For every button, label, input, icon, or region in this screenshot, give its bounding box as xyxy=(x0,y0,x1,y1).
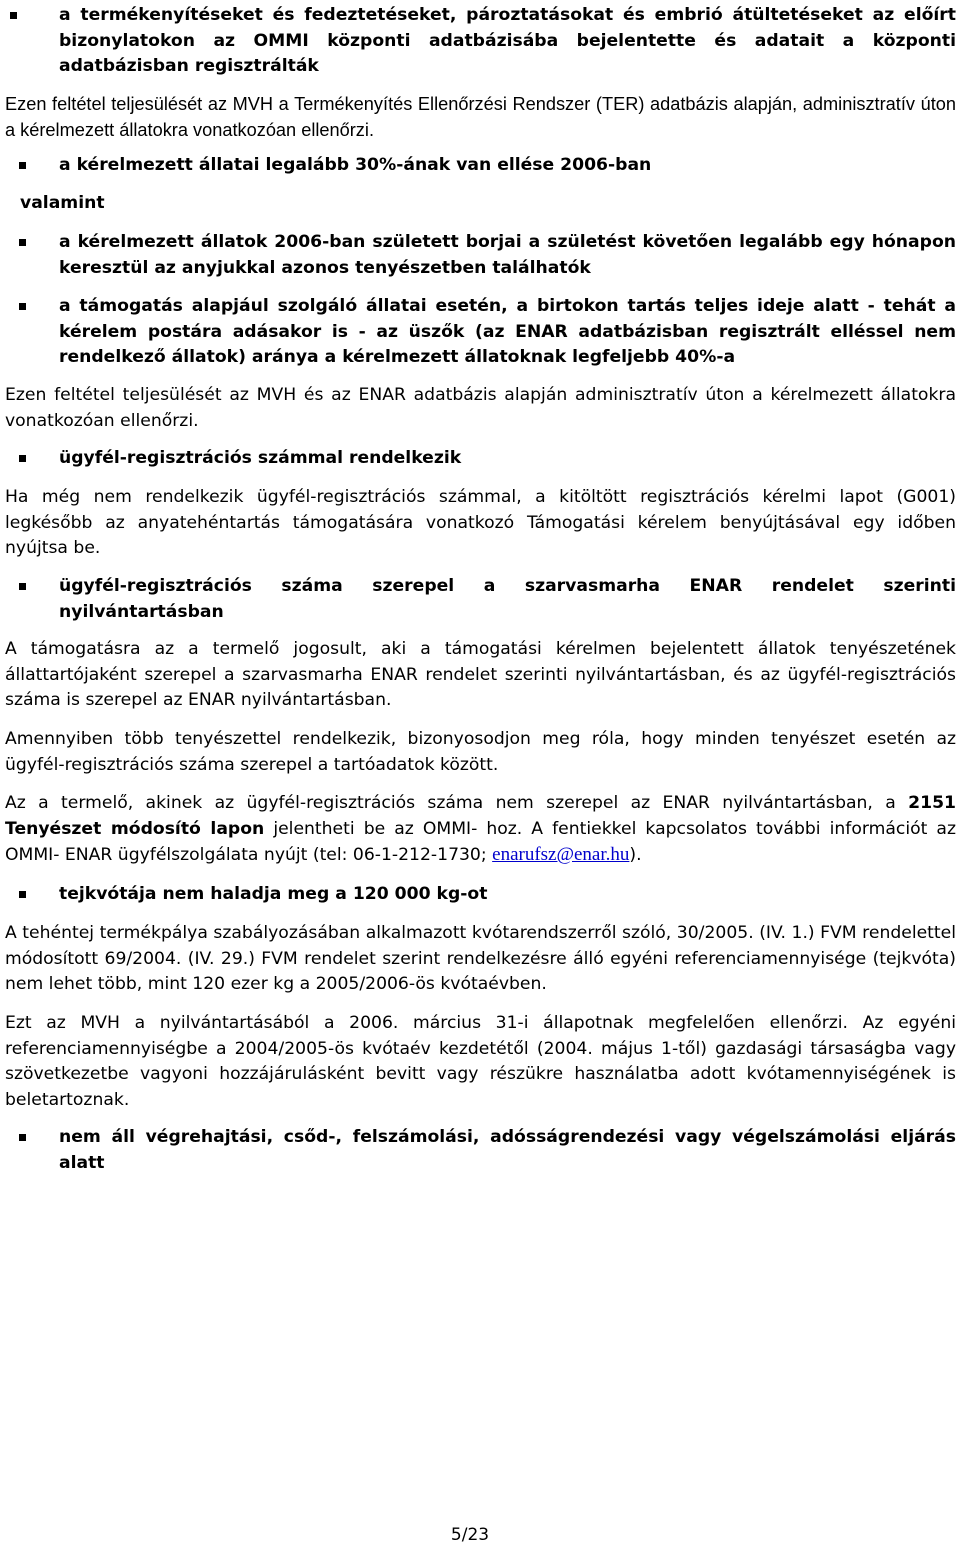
square-bullet-icon xyxy=(19,891,26,898)
page-number: 5/23 xyxy=(450,1525,490,1545)
square-bullet-icon xyxy=(19,583,26,590)
paragraph-eligibility: A támogatásra az a termelő jogosult, aki a támogatási kérelmen bejelentett állatok tenyészetének állattartójaként szerepel a szarvasmarha ENAR rendelet szerinti nyilvántartásban, és az ügyfél-regisztrációs száma is szerepel az ENAR nyilvántartásban. xyxy=(5,639,956,710)
bullet-item-calving-30 xyxy=(59,153,956,179)
paragraph-ommi-contact: Az a termelő, akinek az ügyfél-regisztrációs száma nem szerepel az ENAR nyilvántartásban, a 2151 Tenyészet módosító lapon jelentheti be az OMMI- hoz. A fentiekkel kapcsolatos további információt az OMMI- ENAR ügyfélszolgálata nyújt (tel: 06-1-212-1730; enarufsz@enar.hu). xyxy=(5,793,956,865)
square-bullet-icon xyxy=(19,455,26,462)
paragraph-multiple-herds: Amennyiben több tenyészettel rendelkezik, bizonyosodjon meg róla, hogy minden tenyészet esetén az ügyfél-regisztrációs száma szerepel a tartóadatok között. xyxy=(5,729,956,775)
bullet-text: a termékenyítéseket és fedeztetéseket, pároztatásokat és embrió átültetéseket az előírt bizonylatokon az OMMI központi adatbázisába bejelentette és adatait a központi adatbázisban regisztrálták xyxy=(59,5,956,76)
square-bullet-icon xyxy=(19,1134,26,1141)
square-bullet-icon xyxy=(19,239,26,246)
paragraph-quota-check: Ezt az MVH a nyilvántartásából a 2006. március 31-i állapotnak megfelelően ellenőrzi. Az egyéni referenciamennyiségbe a 2004/2005-ös kvótaév kezdetétől (2004. május 1-től) gazdasági társaságba vagy szövetkezetbe vagyoni hozzájárulásként bevitt vagy részükre használatba adott kvótamennyiségének is beletartoznak. xyxy=(5,1013,956,1110)
form-name: 2151 Tenyészet módosító lapon xyxy=(5,793,956,839)
bullet-text: tejkvótája nem haladja meg a 120 000 kg-ot xyxy=(59,884,488,904)
email-link[interactable]: enarufsz@enar.hu xyxy=(492,844,630,865)
square-bullet-icon xyxy=(19,303,26,310)
paragraph-quota-regulation: A tehéntej termékpálya szabályozásában alkalmazott kvótarendszerről szóló, 30/2005. (IV. 1.) FVM rendelettel módosított 69/2004. (IV. 29.) FVM rendelet szerint rendelkezésre álló egyéni referenciamennyisége (tejkvóta) nem lehet több, mint 120 ezer kg a 2005/2006-ös kvótaévben. xyxy=(5,923,956,994)
bullet-item-milk-quota xyxy=(59,882,956,908)
bullet-text: ügyfél-regisztrációs száma szerepel a szarvasmarha ENAR rendelet szerinti nyilvántartásban xyxy=(59,576,956,622)
bullet-text: a kérelmezett állatai legalább 30%-ának van ellése 2006-ban xyxy=(59,155,652,175)
bullet-item-insolvency xyxy=(59,1125,956,1176)
paragraph-ter-check: Ezen feltétel teljesülését az MVH a Termékenyítés Ellenőrzési Rendszer (TER) adatbázis alapján, adminisztratív úton a kérelmezett állatokra vonatkozóan ellenőrzi. xyxy=(5,94,956,140)
connector-valamint: valamint xyxy=(20,193,105,213)
paragraph-enar-check: Ezen feltétel teljesülését az MVH és az ENAR adatbázis alapján adminisztratív úton a kérelmezett állatokra vonatkozóan ellenőrzi. xyxy=(5,385,956,431)
bullet-text: ügyfél-regisztrációs számmal rendelkezik xyxy=(59,448,462,468)
paragraph-registration: Ha még nem rendelkezik ügyfél-regisztrációs számmal, a kitöltött regisztrációs kérelmi lapot (G001) legkésőbb az anyatehéntartás támogatására vonatkozó Támogatási kérelem benyújtásával egy időben nyújtsa be. xyxy=(5,487,956,558)
square-bullet-icon xyxy=(19,162,26,169)
bullet-text: nem áll végrehajtási, csőd-, felszámolási, adósságrendezési vagy végelszámolási eljárás alatt xyxy=(59,1127,956,1173)
bullet-item-calves xyxy=(59,230,956,281)
bullet-text: a támogatás alapjául szolgáló állatai esetén, a birtokon tartás teljes ideje alatt - tehát a kérelem postára adásakor is - az üszők (az ENAR adatbázisban regisztrált elléssel nem rendelkező állatok) aránya a kérelmezett állatoknak legfeljebb 40%-a xyxy=(59,296,956,367)
bullet-item-heifers xyxy=(59,294,956,371)
bullet-item-enar-register xyxy=(59,574,956,625)
bullet-item-fertilization xyxy=(59,3,956,80)
bullet-item-client-id xyxy=(59,446,956,472)
square-bullet-icon xyxy=(10,12,17,19)
bullet-text: a kérelmezett állatok 2006-ban született borjai a születést követően legalább egy hónapon keresztül az anyjukkal azonos tenyészetben találhatók xyxy=(59,232,956,278)
